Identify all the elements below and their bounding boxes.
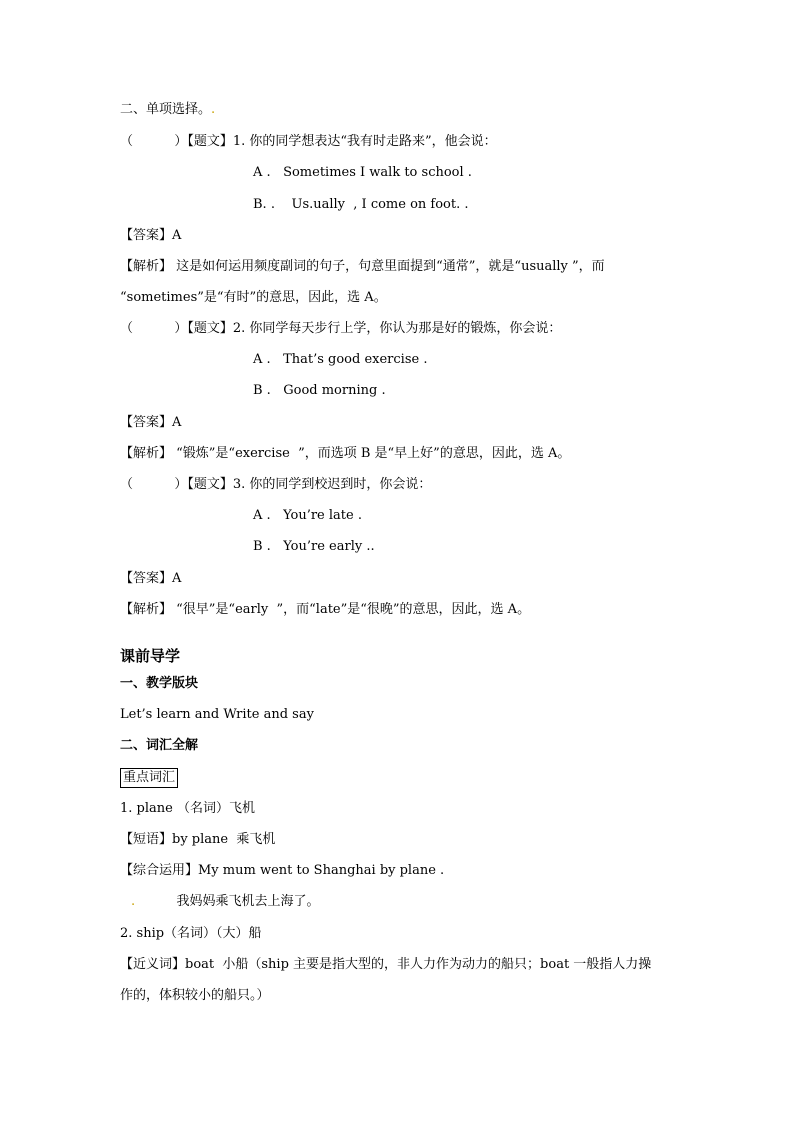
key-vocabulary-box: 重点词汇 [120,768,178,788]
question-1-answer: 【答案】A [120,228,182,243]
question-3-option-b: B . You’re early .. [253,539,375,554]
question-1-stem: （ ）【题文】1. 你的同学想表达“我有时走路来”，他会说： [120,134,497,149]
teaching-module-text: Let’s learn and Write and say [120,707,314,722]
word-1-phrase: 【短语】by plane 乘飞机 [120,832,276,847]
question-3-option-a: A . You’re late . [253,508,362,523]
word-1-usage: 【综合运用】My mum went to Shanghai by plane . [120,863,445,878]
question-1-analysis-line-2: “sometimes”是“有时”的意思，因此，选 A。 [120,290,387,305]
word-2-synonym-line-1: 【近义词】boat 小船（ship 主要是指大型的，非人力作为动力的船只；boat 一般指人力操 [120,957,652,972]
question-3-analysis: 【解析】 “很早”是“early ”，而“late”是“很晚”的意思，因此，选 A。 [120,602,531,617]
question-1-analysis-line-1: 【解析】 这是如何运用频度副词的句子，句意里面提到“通常”，就是“usually ”，而 [120,259,605,274]
question-3-answer: 【答案】A [120,571,182,586]
section-title-single-choice: 二、单项选择。. [120,102,216,117]
word-2-synonym-line-2: 作的，体积较小的船只。） [120,988,270,1003]
question-3-stem: （ ）【题文】3. 你的同学到校迟到时，你会说： [120,477,432,492]
word-1-heading: 1. plane （名词）飞机 [120,801,255,816]
mark-dot: . [211,102,216,117]
vocabulary-heading: 二、词汇全解 [120,738,199,753]
teaching-module-heading: 一、教学版块 [120,676,199,691]
word-2-heading: 2. ship（名词）（大）船 [120,926,262,941]
question-2-option-b: B . Good morning . [253,383,386,398]
mark-dot: . [131,894,136,909]
question-2-analysis: 【解析】 “锻炼”是“exercise ”，而选项 B 是“早上好”的意思，因此，选 A。 [120,446,571,461]
question-2-option-a: A . That’s good exercise . [253,352,428,367]
question-1-option-a: A . Sometimes I walk to school . [253,165,472,180]
question-2-stem: （ ）【题文】2. 你同学每天步行上学，你认为那是好的锻炼，你会说： [120,321,562,336]
question-1-option-b: B. . Us.ually , I come on foot. . [253,197,469,212]
question-2-answer: 【答案】A [120,415,182,430]
preview-heading: 课前导学 [120,647,181,665]
word-1-translation: . 我妈妈乘飞机去上海了。 [131,894,320,909]
